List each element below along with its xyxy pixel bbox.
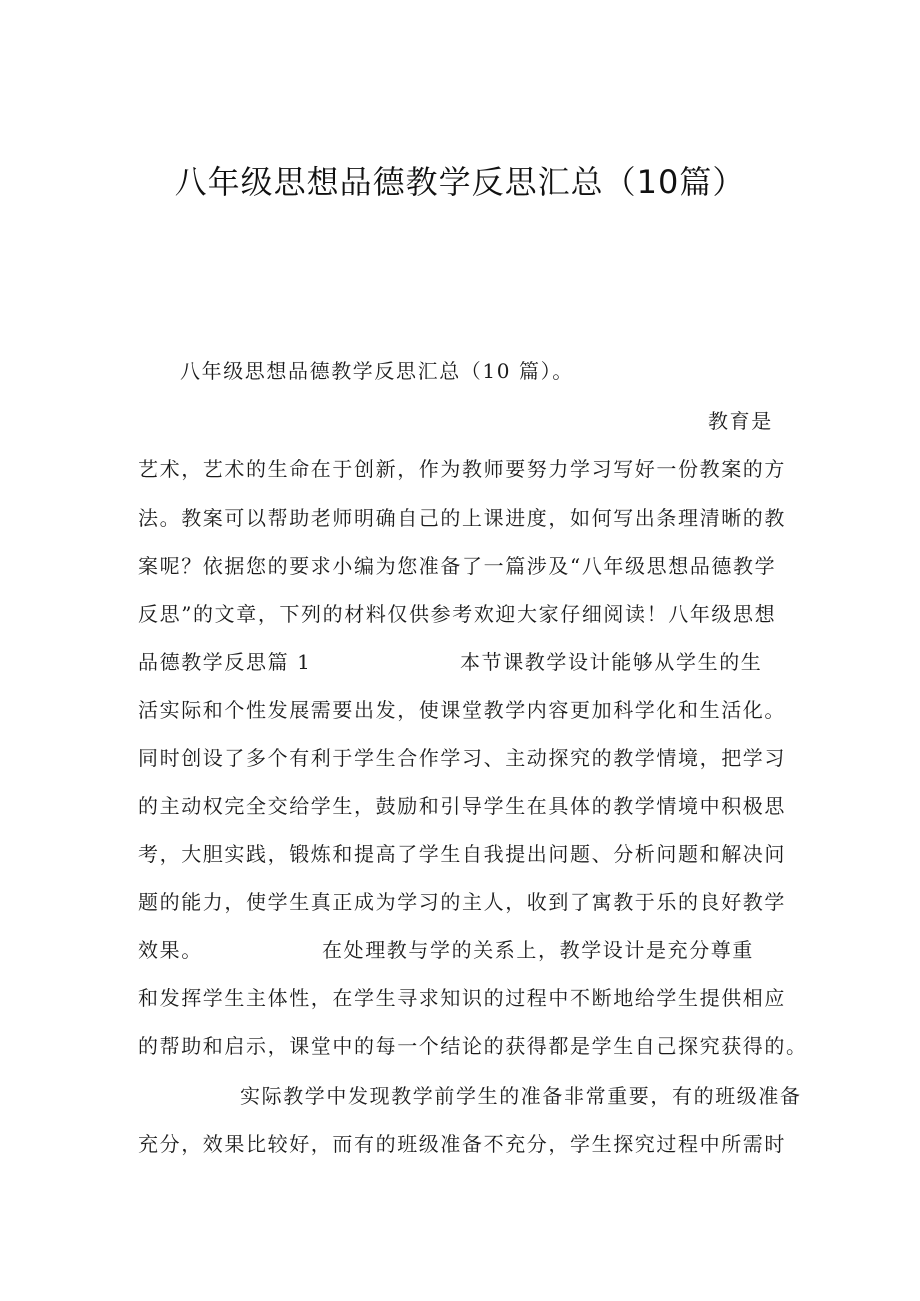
paragraph-line: 在处理教与学的关系上，教学设计是充分尊重 bbox=[322, 938, 754, 962]
intro-line: 八年级思想品德教学反思汇总（10 篇）。 bbox=[180, 359, 574, 383]
paragraph-line: 实际教学中发现教学前学生的准备非常重要，有的班级准备 bbox=[240, 1084, 802, 1108]
paragraph-line: 同时创设了多个有利于学生合作学习、主动探究的教学情境，把学习 bbox=[138, 746, 786, 770]
paragraph-line: 法。教案可以帮助老师明确自己的上课进度，如何写出条理清晰的教 bbox=[138, 506, 786, 530]
paragraph-line: 案呢？依据您的要求小编为您准备了一篇涉及“八年级思想品德教学 bbox=[138, 554, 777, 578]
paragraph-line: 考，大胆实践，锻炼和提高了学生自我提出问题、分析问题和解决问 bbox=[138, 842, 786, 866]
paragraph-line: 题的能力，使学生真正成为学习的主人，收到了寓教于乐的良好教学 bbox=[138, 890, 786, 914]
paragraph-line: 效果。 bbox=[138, 938, 203, 962]
paragraph-line: 和发挥学生主体性，在学生寻求知识的过程中不断地给学生提供相应 bbox=[138, 986, 786, 1010]
paragraph-line: 的主动权完全交给学生，鼓励和引导学生在具体的教学情境中积极思 bbox=[138, 794, 786, 818]
paragraph-line: 活实际和个性发展需要出发，使课堂教学内容更加科学化和生活化。 bbox=[138, 698, 786, 722]
paragraph-line: 教育是 bbox=[708, 409, 773, 433]
paragraph-line: 反思”的文章，下列的材料仅供参考欢迎大家仔细阅读！八年级思想 bbox=[138, 602, 777, 626]
paragraph-line: 艺术，艺术的生命在于创新，作为教师要努力学习写好一份教案的方 bbox=[138, 457, 786, 481]
paragraph-line: 本节课教学设计能够从学生的生 bbox=[460, 650, 763, 674]
paragraph-line: 的帮助和启示，课堂中的每一个结论的获得都是学生自己探究获得的。 bbox=[138, 1034, 808, 1058]
section-heading: 品德教学反思篇 1 bbox=[138, 650, 312, 674]
document-title: 八年级思想品德教学反思汇总（10篇） bbox=[174, 163, 746, 201]
paragraph-line: 充分，效果比较好，而有的班级准备不充分，学生探究过程中所需时 bbox=[138, 1132, 786, 1156]
